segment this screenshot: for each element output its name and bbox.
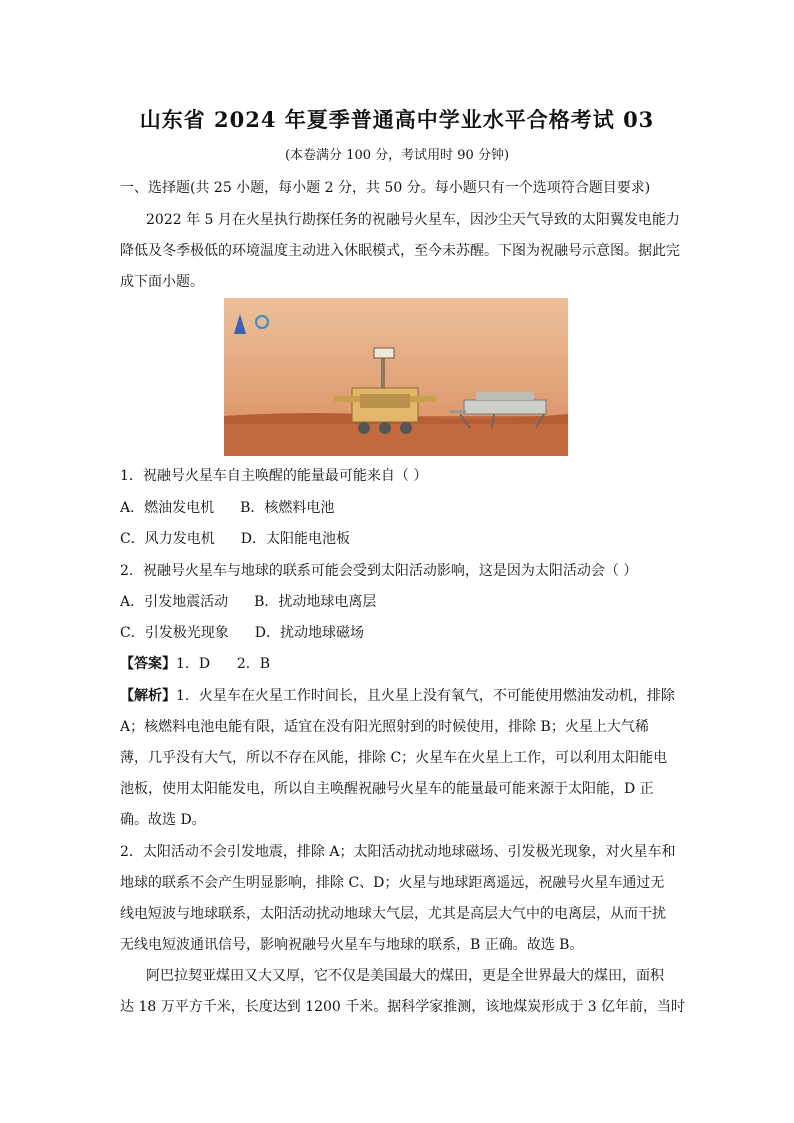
question-1-option-c: C．风力发电机	[120, 531, 215, 547]
analysis-2-line-4: 无线电短波通讯信号，影响祝融号火星车与地球的联系，B 正确。故选 B。	[120, 937, 584, 953]
question-1-option-a: A．燃油发电机	[120, 500, 215, 516]
question-2-option-d: D．扰动地球磁场	[254, 625, 364, 641]
answer-line	[120, 654, 680, 674]
question-1-option-b: B．核燃料电池	[240, 500, 335, 516]
question-1-stem: 1．祝融号火星车自主唤醒的能量最可能来自（ ）	[120, 468, 428, 484]
material-1-line-3: 成下面小题。	[120, 274, 204, 290]
answer-text: 1．D 2．B	[176, 656, 271, 672]
answer-label: 【答案】	[120, 656, 176, 672]
question-1-option-d: D．太阳能电池板	[240, 531, 350, 547]
question-2-options-cd	[120, 623, 680, 643]
question-2-option-c: C．引发极光现象	[120, 625, 229, 641]
section-heading: 一、选择题(共 25 小题，每小题 2 分，共 50 分。每小题只有一个选项符合题目要求)	[120, 180, 651, 196]
analysis-1-line-2: A；核燃料电池电能有限，适宜在没有阳光照射到的时候使用，排除 B；火星上大气稀	[120, 719, 649, 735]
analysis-line-1	[120, 686, 680, 706]
question-2-option-b: B．扰动地球电离层	[254, 594, 377, 610]
analysis-2-line-2: 地球的联系不会产生明显影响，排除 C、D；火星与地球距离遥远，祝融号火星车通过无	[120, 875, 665, 891]
rover-illustration	[224, 298, 568, 456]
analysis-2-line-1: 2．太阳活动不会引发地震，排除 A；太阳活动扰动地球磁场、引发极光现象，对火星车和	[120, 844, 676, 860]
material-1-line-1: 2022 年 5 月在火星执行勘探任务的祝融号火星车，因沙尘天气导致的太阳翼发电能力	[146, 212, 680, 228]
page-title: 山东省 2024 年夏季普通高中学业水平合格考试 03	[139, 107, 655, 132]
page-subtitle: (本卷满分 100 分，考试用时 90 分钟)	[284, 148, 510, 163]
analysis-1-line-4: 池板，使用太阳能发电，所以自主唤醒祝融号火星车的能量最可能来源于太阳能，D 正	[120, 781, 654, 797]
material-2-line-2: 达 18 万平方千米，长度达到 1200 千米。据科学家推测，该地煤炭形成于 3 亿年前，当时	[120, 999, 686, 1015]
question-2-options-ab	[120, 592, 680, 612]
analysis-label: 【解析】	[120, 688, 176, 704]
question-1-options-cd	[120, 529, 680, 549]
material-2-line-1: 阿巴拉契亚煤田又大又厚，它不仅是美国最大的煤田，更是全世界最大的煤田，面积	[146, 968, 664, 984]
question-2-stem: 2．祝融号火星车与地球的联系可能会受到太阳活动影响，这是因为太阳活动会（ ）	[120, 563, 638, 579]
analysis-1-line-5: 确。故选 D。	[120, 812, 206, 828]
question-1-options-ab	[120, 498, 680, 518]
question-2-option-a: A．引发地震活动	[120, 594, 229, 610]
analysis-2-line-3: 线电短波与地球联系，太阳活动扰动地球大气层，尤其是高层大气中的电离层，从而干扰	[120, 906, 666, 922]
analysis-first-line: 1．火星车在火星工作时间长，且火星上没有氧气，不可能使用燃油发动机，排除	[176, 688, 675, 704]
zhurong-rover-photo	[224, 298, 568, 456]
material-1-line-2: 降低及冬季极低的环境温度主动进入休眠模式，至今未苏醒。下图为祝融号示意图。据此完	[120, 243, 680, 259]
analysis-1-line-3: 薄，几乎没有大气，所以不存在风能，排除 C；火星车在火星上工作，可以利用太阳能电	[120, 750, 668, 766]
